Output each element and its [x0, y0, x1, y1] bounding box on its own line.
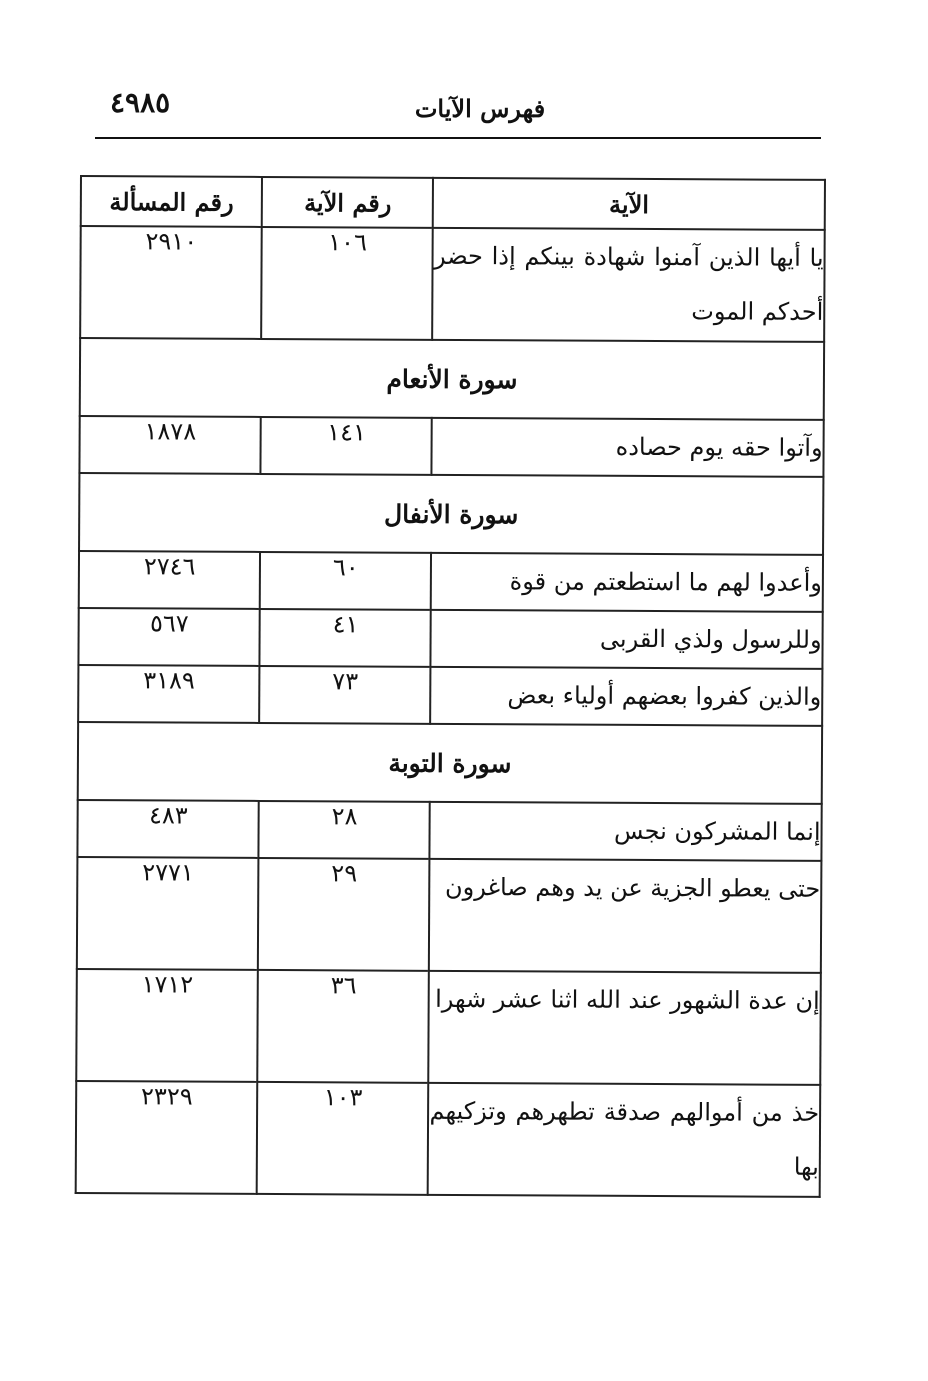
- table-row: [79, 551, 823, 612]
- issue-number: ٢٧٤٦: [79, 551, 261, 609]
- verse-text: إنما المشركون نجس: [430, 802, 822, 861]
- surah-heading-row: [78, 722, 822, 804]
- page-number: ٤٩٨٥: [110, 86, 171, 119]
- surah-heading-row: [80, 338, 824, 420]
- issue-number: ٣١٨٩: [78, 665, 260, 723]
- verse-text: يا أيها الذين آمنوا شهادة بينكم إذا حضر أحدكم الموت: [433, 228, 825, 342]
- table-row: [76, 1081, 821, 1197]
- verse-number: ١٠٦: [262, 227, 434, 340]
- verse-text: حتى يعطو الجزية عن يد وهم صاغرون: [429, 859, 821, 973]
- surah-heading: سورة الأنفال: [79, 473, 823, 555]
- table-row: [79, 416, 823, 477]
- column-header-verse-number: رقم الآية: [262, 177, 433, 228]
- verse-number: ٤١: [260, 609, 431, 667]
- verse-text: والذين كفروا بعضهم أولياء بعض: [431, 667, 823, 726]
- verse-text: إن عدة الشهور عند الله اثنا عشر شهرا: [429, 971, 821, 1085]
- verse-number: ٣٦: [258, 970, 430, 1083]
- column-header-verse: الآية: [433, 178, 825, 230]
- issue-number: ١٧١٢: [76, 969, 258, 1082]
- verse-index-table: [75, 175, 826, 1198]
- issue-number: ١٨٧٨: [79, 416, 261, 474]
- issue-number: ٥٦٧: [78, 608, 260, 666]
- verse-number: ١٤١: [261, 417, 432, 475]
- header-rule: [95, 137, 821, 139]
- verse-number: ٦٠: [260, 552, 431, 610]
- issue-number: ٢٩١٠: [80, 226, 262, 339]
- table-header-row: [81, 176, 825, 230]
- table-row: [78, 608, 822, 669]
- verse-text: وللرسول ولذي القربى: [431, 610, 823, 669]
- verse-text: خذ من أموالهم صدقة تطهرهم وتزكيهم بها: [428, 1083, 820, 1197]
- issue-number: ٢٣٢٩: [76, 1081, 258, 1194]
- surah-heading: سورة التوبة: [78, 722, 822, 804]
- verse-number: ١٠٣: [257, 1082, 429, 1195]
- column-header-issue-number: رقم المسألة: [81, 176, 263, 227]
- verse-number: ٢٨: [259, 801, 430, 859]
- surah-heading-row: [79, 473, 823, 555]
- table-row: [80, 226, 825, 342]
- table-row: [76, 969, 821, 1085]
- table-row: [77, 857, 822, 973]
- table-row: [77, 800, 821, 861]
- issue-number: ٤٨٣: [77, 800, 259, 858]
- verse-number: ٧٣: [260, 666, 431, 724]
- table-row: [78, 665, 822, 726]
- verse-number: ٢٩: [258, 858, 430, 971]
- issue-number: ٢٧٧١: [77, 857, 259, 970]
- running-title: فهرس الآيات: [414, 94, 546, 123]
- surah-heading: سورة الأنعام: [80, 338, 824, 420]
- verse-text: وآتوا حقه يوم حصاده: [432, 418, 824, 477]
- verse-text: وأعدوا لهم ما استطعتم من قوة: [431, 553, 823, 612]
